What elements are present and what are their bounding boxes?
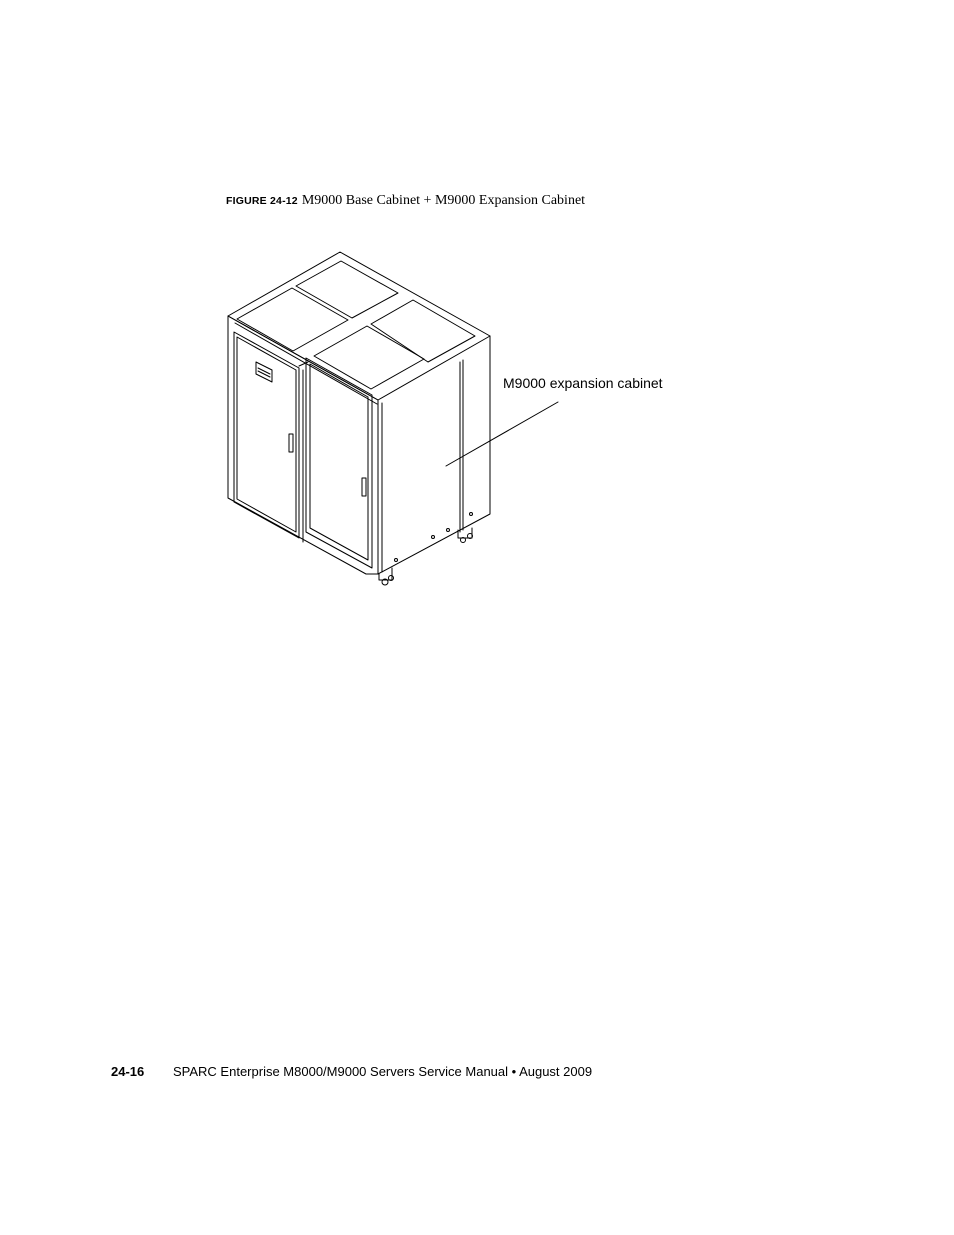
callout-label: M9000 expansion cabinet <box>503 375 663 391</box>
expansion-cabinet-door <box>306 358 372 568</box>
expansion-door-handle <box>362 478 366 496</box>
page-number: 24-16 <box>111 1064 145 1079</box>
footer-document-info: SPARC Enterprise M8000/M9000 Servers Service Manual • August 2009 <box>173 1064 593 1079</box>
base-door-handle <box>289 434 293 452</box>
control-panel <box>256 362 272 382</box>
figure-title: M9000 Base Cabinet + M9000 Expansion Cabinet <box>301 193 586 208</box>
figure-label: FIGURE 24-12 <box>226 195 298 207</box>
